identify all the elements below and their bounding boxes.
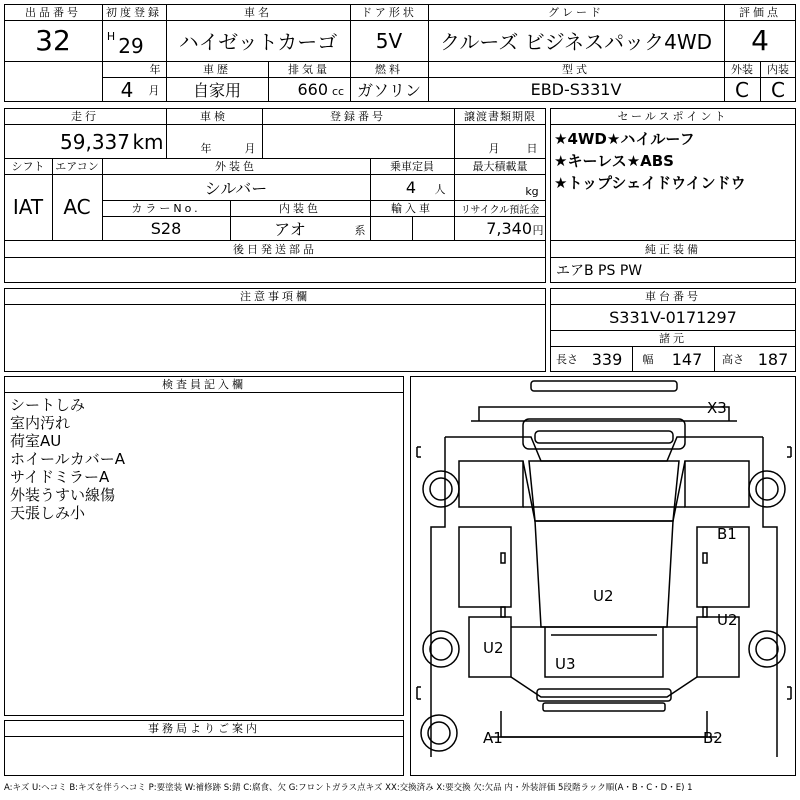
inspection-month-unit: 月 [244,142,256,155]
car-name-value: ハイゼットカーゴ [178,30,338,54]
ext-color-value: シルバー [204,178,268,198]
era-year-unit: 年 [149,63,161,76]
grade-value: クルーズ ビジネスパック4WD [439,30,713,54]
kg-unit: kg [525,184,539,198]
inspector-label: 検査員記入欄 [162,378,246,391]
aircon-value: AC [63,195,91,219]
mileage-label: 走行 [71,110,99,123]
eval-score-label: 評価点 [739,6,781,19]
width-label: 幅 [642,353,654,366]
yen-unit: 円 [532,224,544,237]
int-color-label: 内装色 [279,202,321,215]
sales-points-label: セールスポイント [617,110,729,123]
dimensions-label: 諸元 [659,332,687,345]
mark-b2: B2 [703,729,723,747]
car-name-label: 車名 [244,6,272,19]
month-value: 4 [120,77,134,102]
inspector-notes-list [10,396,400,522]
later-parts-label: 後日発送部品 [233,242,317,256]
sales-points-list [554,128,794,194]
length-value: 339 [591,349,623,369]
lot-no-label: 出品番号 [25,6,81,19]
notes-label: 注意事項欄 [240,290,310,303]
recycle-fee-label: リサイクル預託金 [460,204,540,216]
height-value: 187 [757,349,789,369]
shift-value: IAT [12,195,44,219]
model-code-value: EBD-S331V [530,80,622,99]
transfer-doc-label: 譲渡書類期限 [464,110,536,123]
fuel-value: ガソリン [356,81,421,100]
history-label: 車歴 [203,63,231,76]
reg-no-label: 登録番号 [330,110,386,123]
person-unit: 人 [434,183,446,196]
inspector-note: 室内汚れ [10,414,71,432]
history-value: 自家用 [192,81,241,100]
ext-color-label: 外装色 [215,160,257,173]
inspector-note: サイドミラーA [10,468,110,486]
mark-u3: U3 [555,655,576,673]
shift-label: シフト [11,160,45,173]
sales-point-item: ★4WD★ハイルーフ [554,130,695,148]
mileage-value: 59,337 [60,130,130,154]
inspection-year-unit: 年 [200,142,212,155]
mark-b1: B1 [717,525,737,543]
color-no-value: S28 [150,218,182,238]
transfer-month-unit: 月 [488,142,500,155]
office-label: 事務局よりご案内 [148,722,260,735]
aircon-label: エアコン [55,160,99,173]
fuel-label: 燃料 [375,63,403,76]
capacity-value: 4 [405,177,417,197]
genuine-equip-label: 純正装備 [645,242,701,256]
kei-unit: 系 [354,224,366,237]
mark-x3: X3 [707,399,727,417]
genuine-equip-value: エアB PS PW [556,263,643,279]
lot-no-value: 32 [35,24,71,57]
mark-u2-right: U2 [717,611,738,629]
era-value: H [106,29,116,43]
first-reg-label: 初度登録 [106,6,162,19]
mark-u2-center: U2 [593,587,614,605]
legend-text: A:キズ U:ヘコミ B:キズを伴うヘコミ P:要塗装 W:補修跡 S:錆 C:腐食、欠 G:フロントガラス点キズ XX:交換済み X:要交換 欠:欠品 内・外装評価 5段階ラック順(A・B・C・D・E) 1 [4,783,693,793]
int-color-value: アオ [274,219,306,239]
length-label: 長さ [556,353,578,366]
mark-u2-left: U2 [483,639,504,657]
transfer-day-unit: 日 [526,142,538,155]
inspector-note: シートしみ [10,396,86,414]
exterior-label: 外装 [731,63,753,76]
capacity-label: 乗車定員 [390,160,434,173]
color-no-label: カラーNo. [131,202,201,215]
grade-label: グレード [548,6,604,19]
max-load-label: 最大積載量 [472,160,528,173]
sales-point-item: ★トップシェイドウインドウ [554,174,746,192]
inspector-note: 外装うすい線傷 [10,486,116,504]
interior-value: C [771,77,785,102]
model-code-label: 型式 [562,63,590,76]
inspector-note: 天張しみ小 [10,504,86,522]
car-outline-diagram [411,377,796,776]
sales-point-item: ★キーレス★ABS [554,152,674,170]
chassis-no-label: 車台番号 [645,290,701,303]
interior-label: 内装 [767,63,789,76]
inspection-label: 車検 [200,110,228,123]
exterior-value: C [735,77,749,102]
door-type-value: 5V [375,28,403,53]
recycle-fee-value: 7,340 [486,218,532,238]
displacement-label: 排気量 [288,63,330,76]
month-unit: 月 [148,84,160,97]
mark-a1: A1 [483,729,503,747]
chassis-no-value: S331V-0171297 [609,307,737,327]
import-car-label: 輸入車 [391,202,433,215]
displacement-value: 660 [297,80,328,99]
year-value: 29 [118,34,144,58]
height-label: 高さ [722,353,744,366]
width-value: 147 [671,349,703,369]
cc-unit: cc [331,84,345,98]
inspector-note: ホイールカバーA [10,450,125,468]
damage-diagram [410,376,796,776]
inspector-note: 荷室AU [10,432,62,450]
km-unit: km [132,130,164,154]
eval-score-value: 4 [751,24,769,57]
door-type-label: ドア形状 [361,6,417,19]
